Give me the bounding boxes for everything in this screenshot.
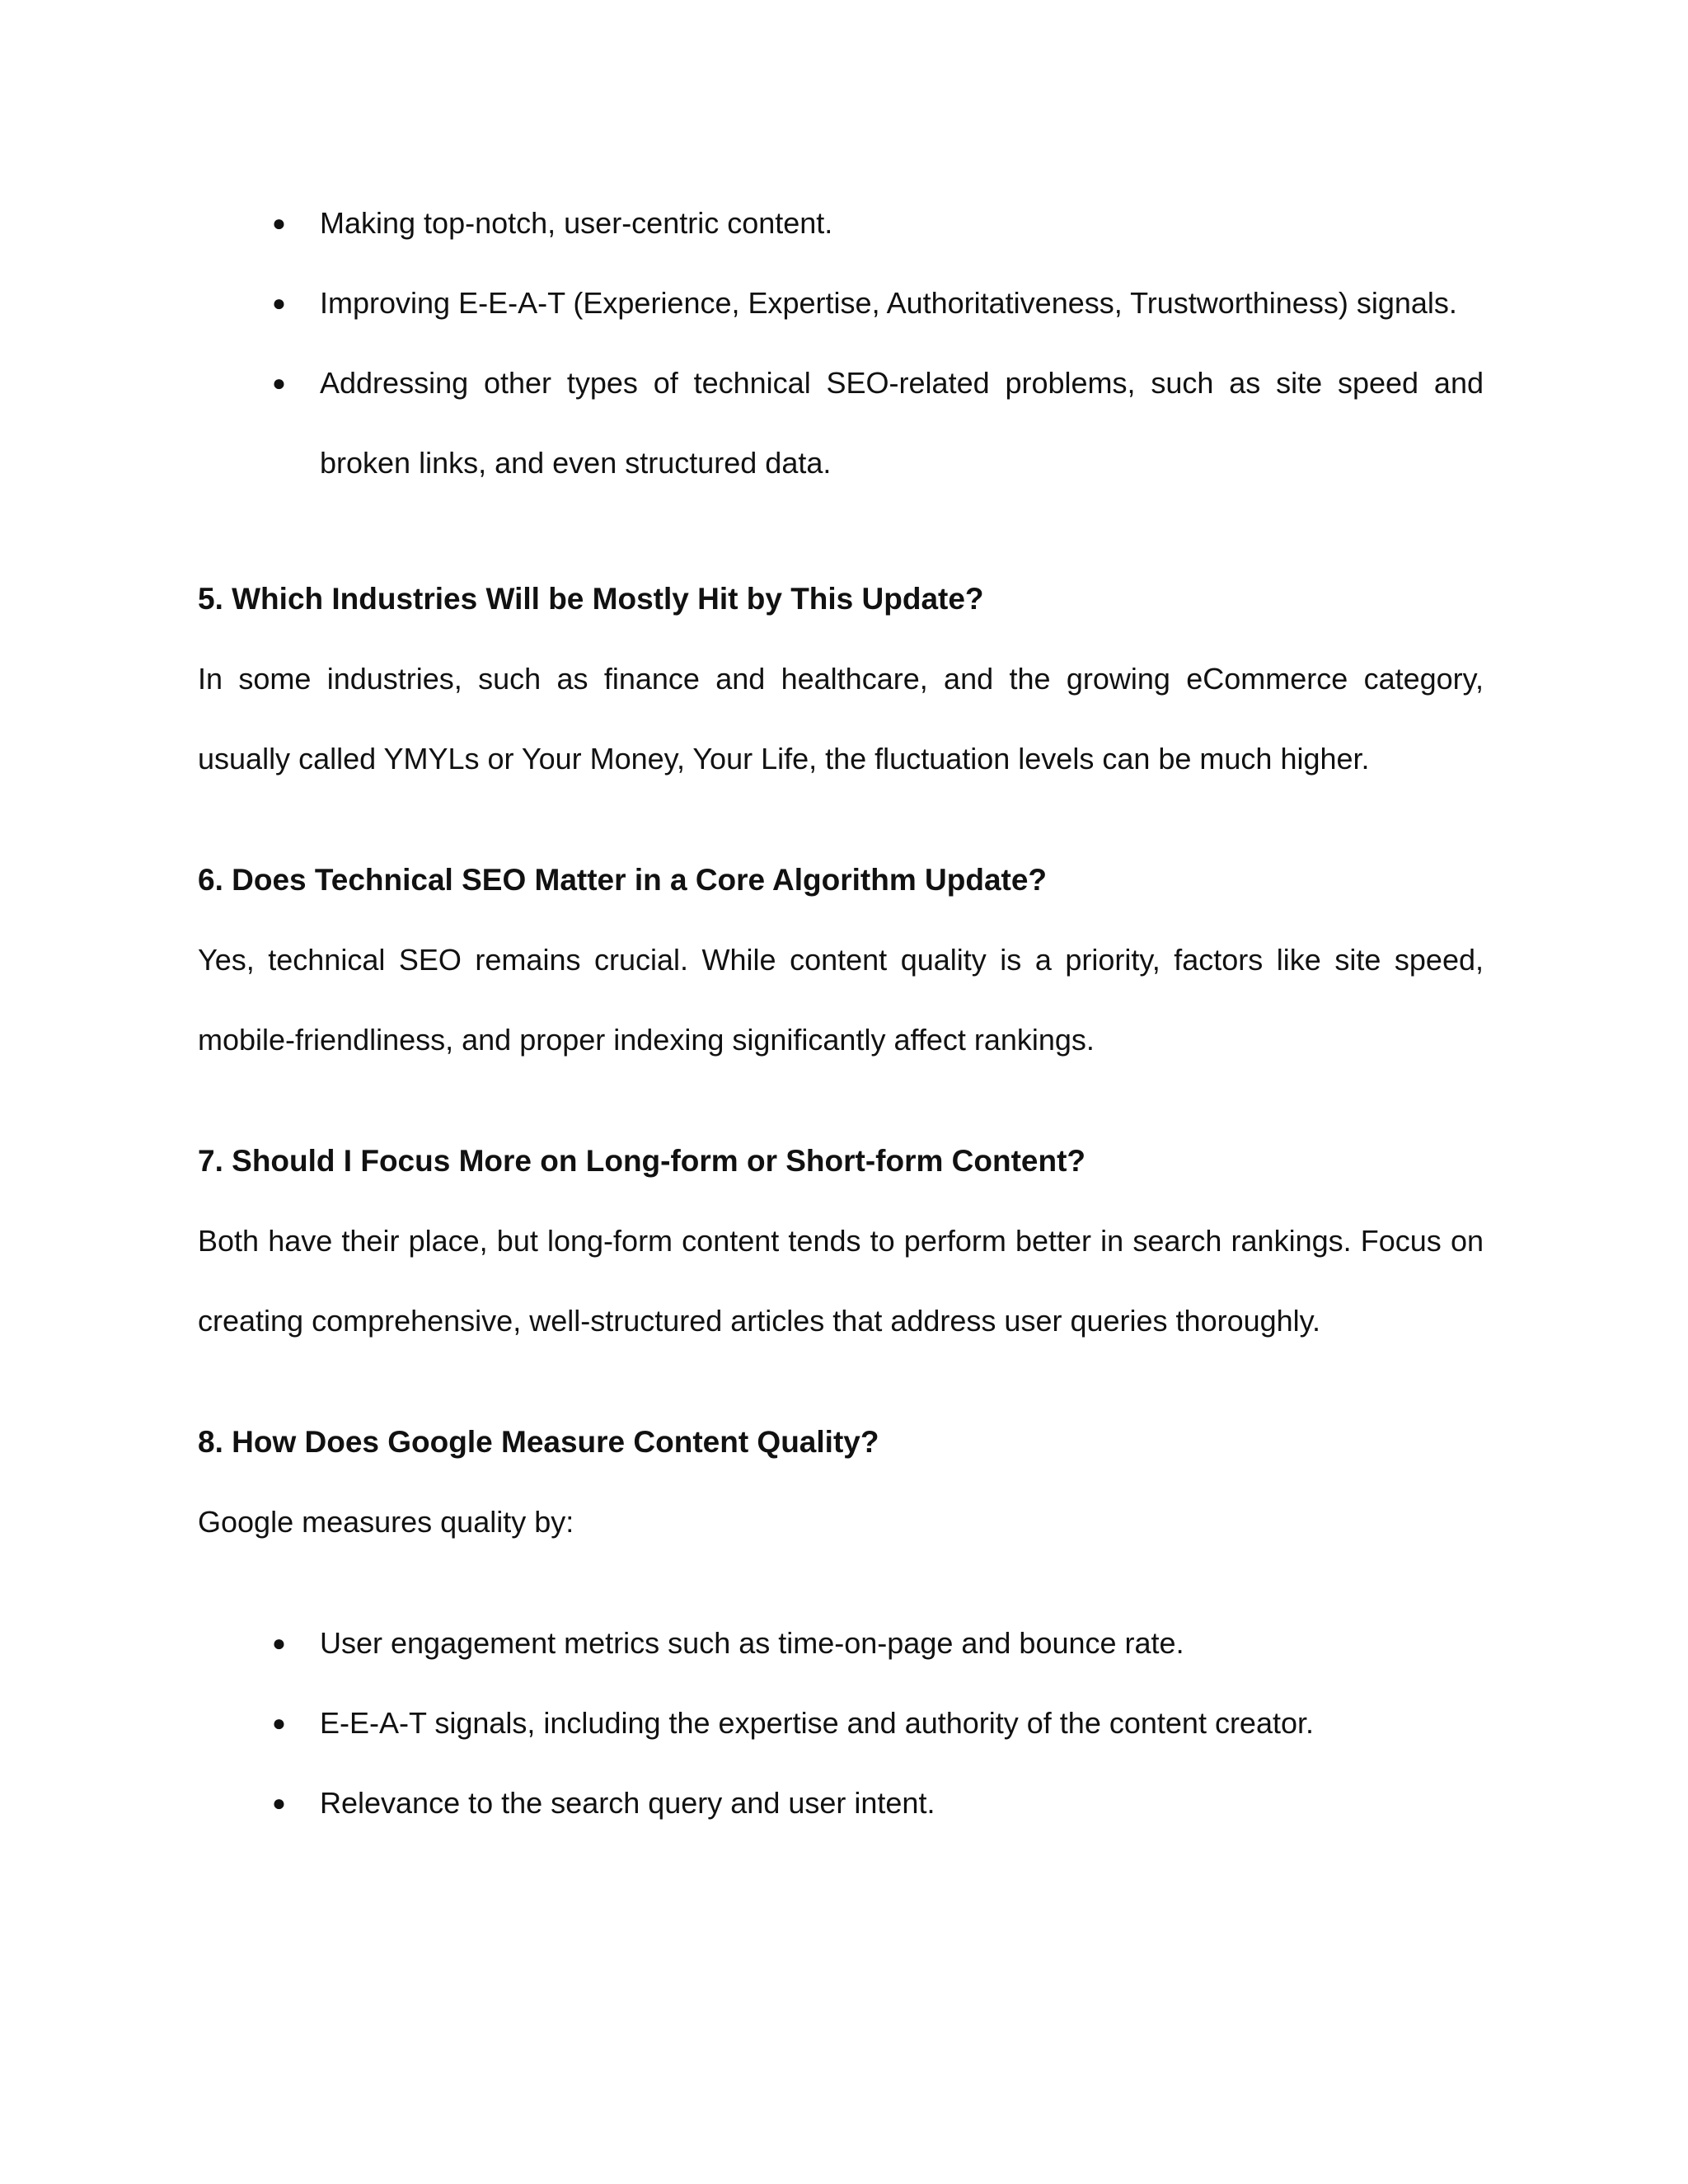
list-item: ● Improving E-E-A-T (Experience, Expertise, Authoritativeness, Trustworthiness) signals. (320, 263, 1484, 343)
section-heading: 8. How Does Google Measure Content Quality? (198, 1425, 879, 1459)
section-technical-seo (198, 840, 1484, 1080)
section-body: Both have their place, but long-form content tends to perform better in search rankings. Focus on creating comprehensive, well-structured articles that address user queries thoroughly. (198, 1224, 1484, 1338)
section-industries (198, 559, 1484, 799)
list-item: ● Addressing other types of technical SEO-related problems, such as site speed and broken links, and even structured data. (320, 343, 1484, 503)
section-body: Google measures quality by: (198, 1505, 574, 1539)
section-content-length (198, 1121, 1484, 1361)
list-item: ● E-E-A-T signals, including the expertise and authority of the content creator. (320, 1683, 1484, 1763)
section-heading: 5. Which Industries Will be Mostly Hit by This Update? (198, 582, 984, 616)
list-item: ● User engagement metrics such as time-on-page and bounce rate. (320, 1603, 1484, 1683)
list-item: ● Making top-notch, user-centric content. (320, 183, 1484, 263)
section-heading: 6. Does Technical SEO Matter in a Core Algorithm Update? (198, 863, 1048, 897)
section-body: Yes, technical SEO remains crucial. While content quality is a priority, factors like site speed, mobile-friendliness, and proper indexing significantly affect rankings. (198, 943, 1484, 1057)
document-content (198, 183, 1484, 1843)
section-heading: 7. Should I Focus More on Long-form or Short-form Content? (198, 1144, 1086, 1178)
bottom-bullet-list (198, 1603, 1484, 1843)
section-body: In some industries, such as finance and healthcare, and the growing eCommerce category, usually called YMYLs or Your Money, Your Life, the fluctuation levels can be much higher. (198, 662, 1484, 776)
top-bullet-list (198, 183, 1484, 503)
list-item: ● Relevance to the search query and user intent. (320, 1763, 1484, 1843)
section-content-quality (198, 1402, 1484, 1562)
